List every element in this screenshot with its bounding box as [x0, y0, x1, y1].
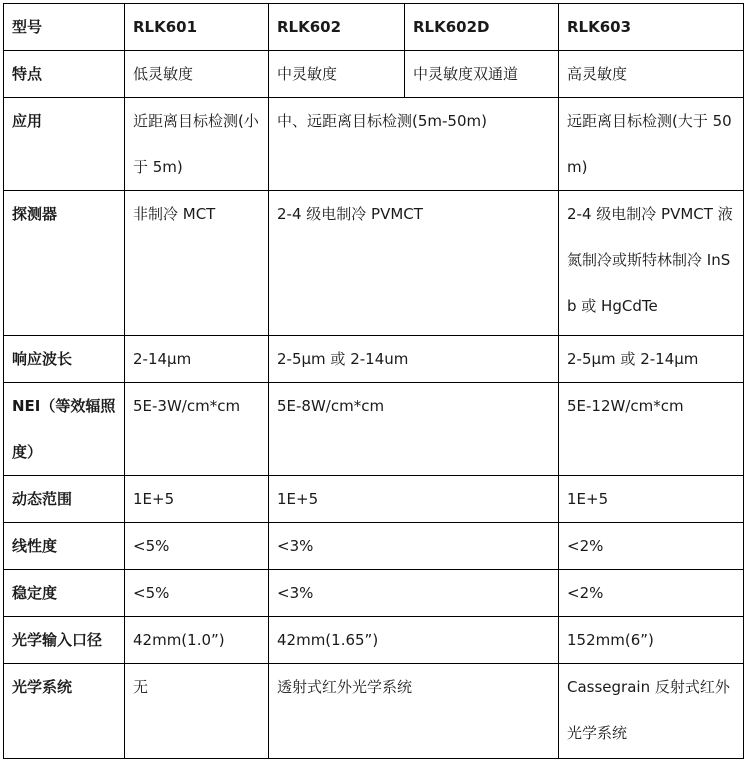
table-row [4, 476, 744, 523]
cell-detector-601 [125, 191, 269, 336]
cell-feature-602d: 中灵敏度双通道 [405, 51, 559, 98]
cell-feature-603: 高灵敏度 [559, 51, 744, 98]
cell-nei-603: 5E-12W/cm*cm [559, 383, 744, 476]
cell-wavelength-602: 2-5μm 或 2-14um [269, 336, 559, 383]
model-rlk603: RLK603 [559, 4, 744, 51]
row-label-nei [4, 383, 125, 476]
cell-dynamic-602: 1E+5 [269, 476, 559, 523]
table-row [4, 191, 744, 336]
table-row [4, 383, 744, 476]
cell-text: 2-4 级电制冷 PVMCT 液氮制冷或斯特林制冷 InSb 或 HgCdTe [567, 205, 733, 315]
row-label-detector: 探测器 [4, 191, 125, 336]
table-row [4, 664, 744, 759]
cell-application-602 [269, 98, 559, 191]
cell-application-603 [559, 98, 744, 191]
cell-dynamic-603: 1E+5 [559, 476, 744, 523]
row-label-feature: 特点 [4, 51, 125, 98]
cell-optics-601: 无 [125, 664, 269, 759]
cell-text: 2-4 级电制冷 PVMCT [277, 205, 423, 223]
cell-nei-602: 5E-8W/cm*cm [269, 383, 559, 476]
cell-detector-602 [269, 191, 559, 336]
row-label-linearity: 线性度 [4, 523, 125, 570]
table-row [4, 4, 744, 51]
spec-table [3, 3, 744, 759]
cell-application-601 [125, 98, 269, 191]
model-rlk602d: RLK602D [405, 4, 559, 51]
cell-stability-601: <5% [125, 570, 269, 617]
row-label-dynamic-range: 动态范围 [4, 476, 125, 523]
header-label: 型号 [4, 4, 125, 51]
cell-optics-603 [559, 664, 744, 759]
row-label-aperture: 光学输入口径 [4, 617, 125, 664]
cell-dynamic-601: 1E+5 [125, 476, 269, 523]
row-label-wavelength: 响应波长 [4, 336, 125, 383]
cell-text: 中、远距离目标检测(5m-50m) [277, 112, 487, 130]
cell-aperture-601: 42mm(1.0”) [125, 617, 269, 664]
cell-text: NEI（等效辐照度） [12, 397, 116, 461]
cell-text: 近距离目标检测(小于 5m) [133, 112, 259, 176]
table-row [4, 570, 744, 617]
cell-linearity-602: <3% [269, 523, 559, 570]
cell-feature-601: 低灵敏度 [125, 51, 269, 98]
cell-linearity-603: <2% [559, 523, 744, 570]
cell-wavelength-603: 2-5μm 或 2-14μm [559, 336, 744, 383]
row-label-application: 应用 [4, 98, 125, 191]
table-row [4, 336, 744, 383]
row-label-stability: 稳定度 [4, 570, 125, 617]
table-row [4, 523, 744, 570]
cell-optics-602: 透射式红外光学系统 [269, 664, 559, 759]
row-label-optics: 光学系统 [4, 664, 125, 759]
cell-text: Cassegrain 反射式红外光学系统 [567, 678, 730, 742]
cell-text: 非制冷 MCT [133, 205, 216, 223]
cell-feature-602: 中灵敏度 [269, 51, 405, 98]
model-rlk601: RLK601 [125, 4, 269, 51]
cell-aperture-603: 152mm(6”) [559, 617, 744, 664]
cell-stability-602: <3% [269, 570, 559, 617]
table-row [4, 51, 744, 98]
table-row [4, 98, 744, 191]
cell-linearity-601: <5% [125, 523, 269, 570]
cell-detector-603 [559, 191, 744, 336]
cell-nei-601: 5E-3W/cm*cm [125, 383, 269, 476]
cell-aperture-602: 42mm(1.65”) [269, 617, 559, 664]
table-row [4, 617, 744, 664]
model-rlk602: RLK602 [269, 4, 405, 51]
cell-wavelength-601: 2-14μm [125, 336, 269, 383]
cell-stability-603: <2% [559, 570, 744, 617]
cell-text: 远距离目标检测(大于 50m) [567, 112, 732, 176]
